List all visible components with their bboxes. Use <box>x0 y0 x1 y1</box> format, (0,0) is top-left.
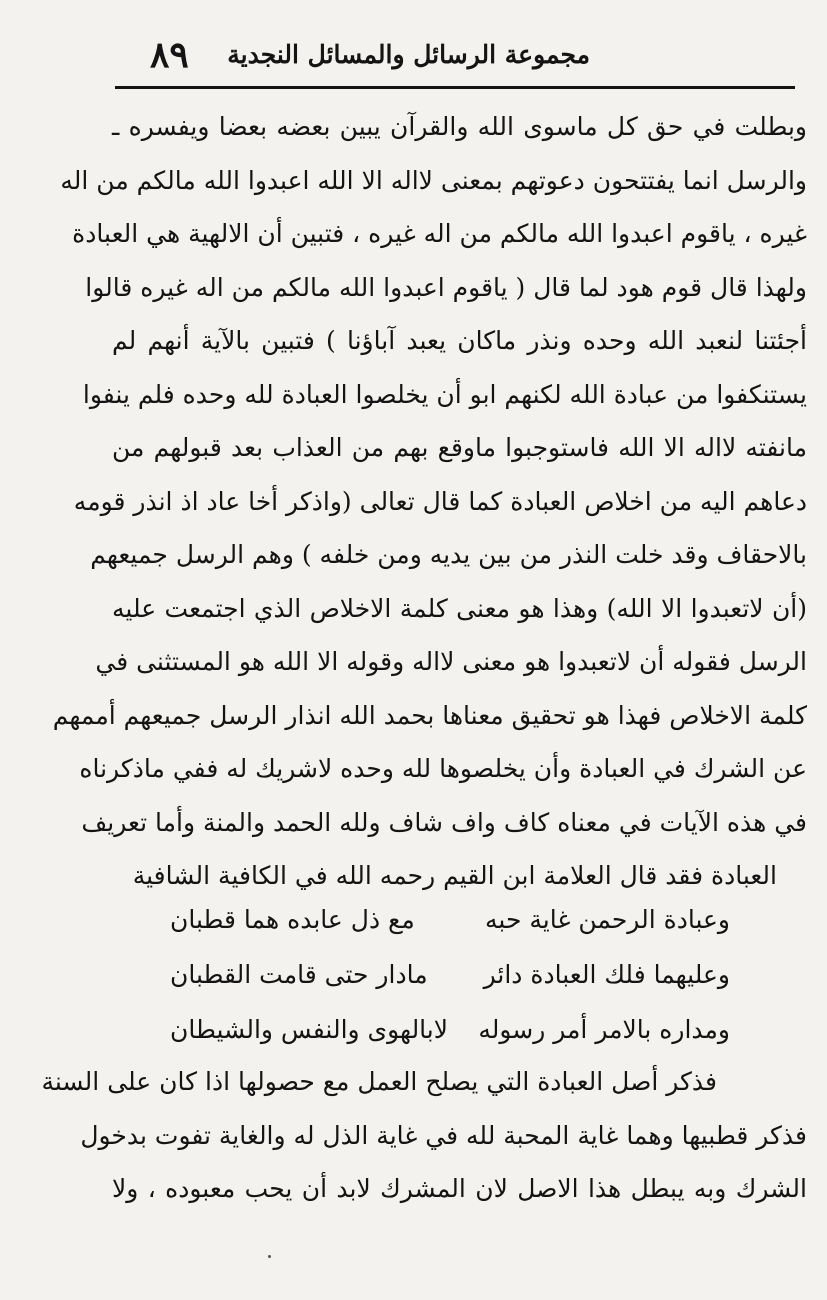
text-line: فذكر أصل العبادة التي يصلح العمل مع حصولها اذا كان على السنة <box>41 1067 717 1096</box>
running-title: مجموعة الرسائل والمسائل النجدية <box>227 40 590 69</box>
text-line: في هذه الآيات في معناه كاف واف شاف ولله الحمد والمنة وأما تعريف <box>81 807 807 837</box>
text-line: وبطلت في حق كل ماسوى الله والقرآن يبين بعضه بعضا ويفسره ـ <box>112 112 807 141</box>
text-line: الشرك وبه يبطل هذا الاصل لان المشرك لابد أن يحب معبوده ، ولا <box>112 1174 807 1203</box>
text-line: الرسل فقوله أن لاتعبدوا هو معنى لااله وقوله الا الله هو المستثنى في <box>95 647 807 676</box>
body-text-continued <box>41 1055 807 1216</box>
text-line: ولهذا قال قوم هود لما قال ( ياقوم اعبدوا الله مالكم من اله غيره قالوا <box>85 272 807 302</box>
verse-second-hemistich: مع ذل عابده هما قطبان <box>170 905 415 934</box>
text-line: (أن لاتعبدوا الا الله) وهذا هو معنى كلمة الاخلاص الذي اجتمعت عليه <box>112 593 807 623</box>
text-line: كلمة الاخلاص فهذا هو تحقيق معناها بحمد الله انذار الرسل جميعهم أممهم <box>52 700 807 730</box>
body-text <box>52 100 807 903</box>
page-number: ٨٩ <box>150 34 189 76</box>
verse-second-hemistich: لابالهوى والنفس والشيطان <box>170 1015 449 1044</box>
scan-speck <box>268 1255 271 1258</box>
text-line: عن الشرك في العبادة وأن يخلصوها لله وحده لاشريك له ففي ماذكرناه <box>79 754 807 783</box>
poem-verse <box>170 947 730 1002</box>
text-line: دعاهم اليه من اخلاص العبادة كما قال تعالى (واذكر أخا عاد اذ انذر قومه <box>73 486 807 516</box>
text-line: العبادة فقد قال العلامة ابن القيم رحمه الله في الكافية الشافية <box>132 861 777 890</box>
poem-block <box>170 892 730 1057</box>
text-line: فذكر قطبيها وهما غاية المحبة لله في غاية الذل له والغاية تفوت بدخول <box>80 1120 807 1150</box>
poem-verse <box>170 892 730 947</box>
poem-verse <box>170 1002 730 1057</box>
verse-first-hemistich: وعليهما فلك العبادة دائر <box>483 960 730 989</box>
text-line: بالاحقاف وقد خلت النذر من بين يديه ومن خلفه ) وهم الرسل جميعهم <box>90 540 807 569</box>
verse-first-hemistich: ومداره بالامر أمر رسوله <box>478 1015 730 1044</box>
page-header <box>110 28 800 84</box>
text-line: أجئتنا لنعبد الله وحده ونذر ماكان يعبد آباؤنا ) فتبين بالآية أنهم لم <box>112 326 807 355</box>
verse-second-hemistich: مادار حتى قامت القطبان <box>170 960 428 989</box>
text-line: والرسل انما يفتتحون دعوتهم بمعنى لااله الا الله اعبدوا الله مالكم من اله <box>60 165 807 195</box>
text-line: يستنكفوا من عبادة الله لكنهم ابو أن يخلصوا العبادة لله وحده فلم ينفوا <box>82 379 807 409</box>
header-rule <box>115 86 795 89</box>
verse-first-hemistich: وعبادة الرحمن غاية حبه <box>485 905 730 934</box>
text-line: مانفته لااله الا الله فاستوجبوا ماوقع بهم من العذاب بعد قبولهم من <box>112 433 807 462</box>
text-line: غيره ، ياقوم اعبدوا الله مالكم من اله غيره ، فتبين أن الالهية هي العبادة <box>72 219 807 248</box>
